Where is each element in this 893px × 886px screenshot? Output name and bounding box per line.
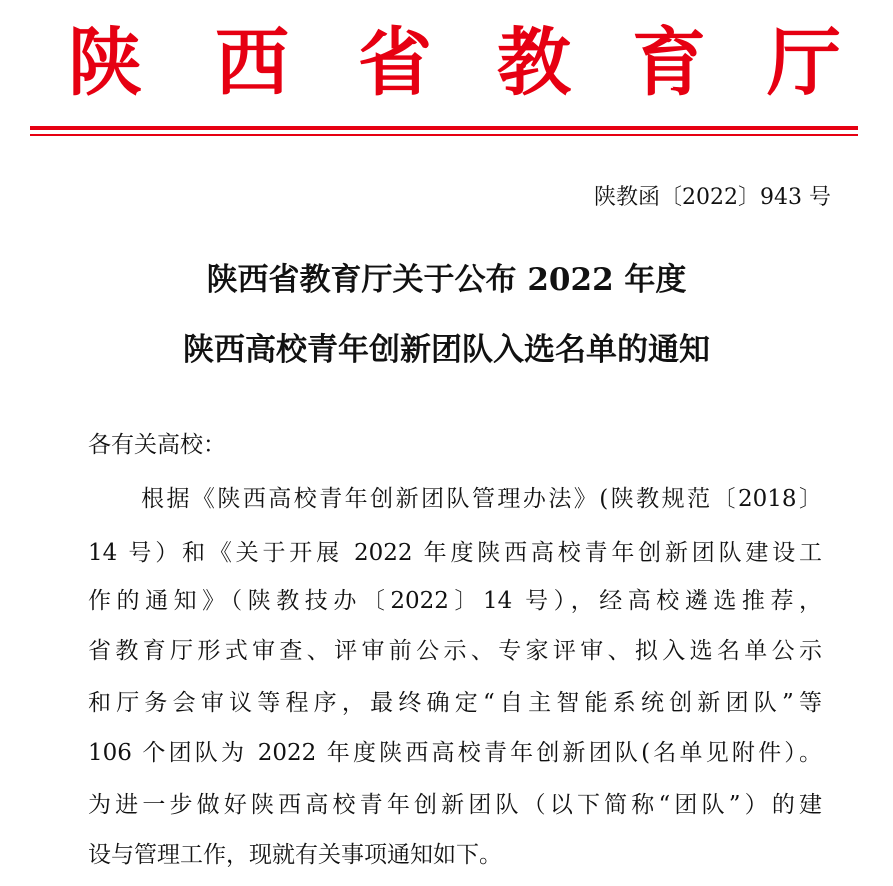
letterhead-char: 省 bbox=[358, 20, 432, 106]
document-number: 陕教函〔2022〕943 号 bbox=[594, 185, 831, 210]
letterhead-char: 育 bbox=[632, 20, 706, 106]
letterhead-title bbox=[0, 18, 893, 108]
letterhead-rule-thick bbox=[30, 126, 858, 130]
letterhead-char: 教 bbox=[497, 20, 571, 106]
letterhead-char: 厅 bbox=[767, 20, 841, 106]
notice-title-line-2: 陕西高校青年创新团队入选名单的通知 bbox=[183, 332, 710, 368]
body-line: 省教育厅形式审查、评审前公示、专家评审、拟入选名单公示 bbox=[88, 638, 822, 664]
body-line: 作的通知》（陕教技办〔2022〕14 号），经高校遴选推荐， bbox=[88, 588, 822, 614]
letterhead-char: 陕 bbox=[68, 20, 142, 106]
body-line: 为进一步做好陕西高校青年创新团队（以下简称“团队”）的建 bbox=[88, 792, 822, 818]
body-line: 106 个团队为 2022 年度陕西高校青年创新团队(名单见附件）。 bbox=[88, 740, 822, 766]
letterhead-rule-thin bbox=[30, 134, 858, 136]
body-line: 和厅务会审议等程序，最终确定“自主智能系统创新团队”等 bbox=[88, 690, 822, 716]
salutation: 各有关高校： bbox=[88, 432, 226, 458]
body-line: 根据《陕西高校青年创新团队管理办法》(陕教规范〔2018〕 bbox=[141, 486, 822, 512]
body-line: 14 号）和《关于开展 2022 年度陕西高校青年创新团队建设工 bbox=[88, 540, 822, 566]
letterhead-char: 西 bbox=[215, 20, 289, 106]
notice-title-line-1: 陕西省教育厅关于公布 2022 年度 bbox=[206, 262, 687, 298]
body-line: 设与管理工作，现就有关事项通知如下。 bbox=[88, 842, 502, 868]
